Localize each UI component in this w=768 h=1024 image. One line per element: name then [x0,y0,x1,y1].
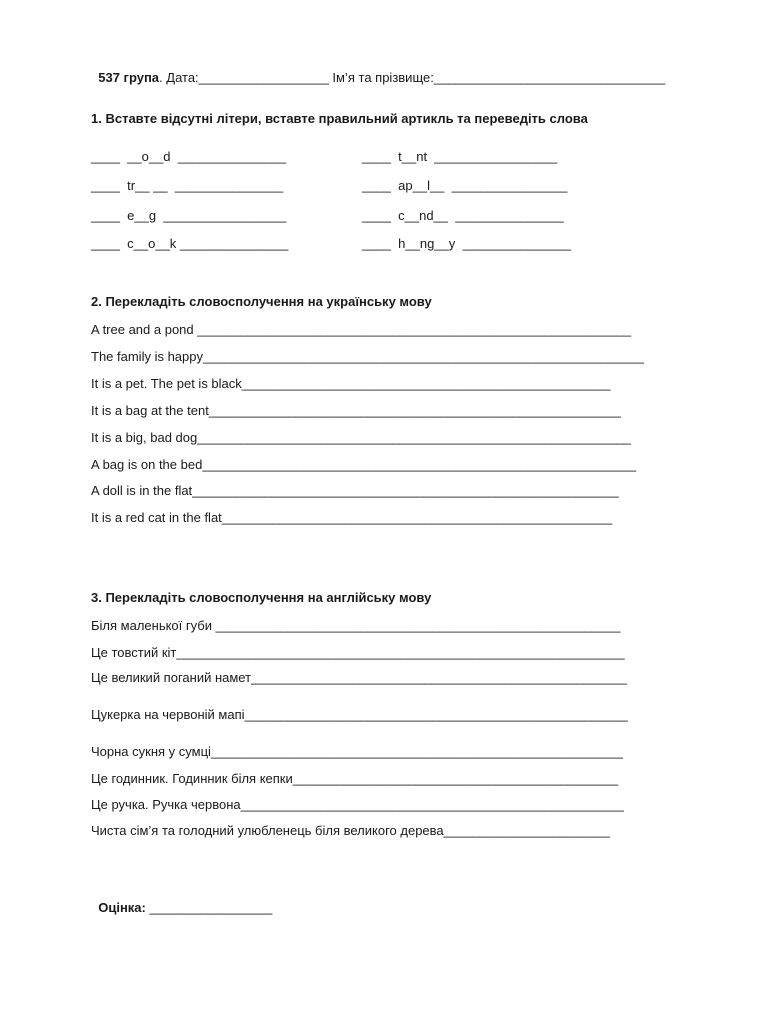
section3-item-6: Це годинник. Годинник біля кепки_____________________________________________ [91,771,619,786]
section3-item-5: Чорна сукня у сумці_________________________________________________________ [91,744,624,759]
section3-item-8: Чиста сім’я та голодний улюбленець біля великого дерева_______________________ [91,823,610,838]
section1-right-2: ____ ap__l__ ________________ [362,178,568,193]
section1-left-2: ____ tr__ __ _______________ [91,178,284,193]
group-label: 537 група [98,70,160,85]
section3-title: 3. Перекладіть словосполучення на англійську мову [91,590,432,605]
section2-item-8: It is a red cat in the flat______________________________________________________ [91,510,613,525]
section2-item-5: It is a big, bad dog____________________________________________________________ [91,430,632,445]
section3-item-7: Це ручка. Ручка червона_____________________________________________________ [91,797,624,812]
section1-title: 1. Вставте відсутні літери, вставте правильний артикль та переведіть слова [91,111,588,126]
section2-item-1: A tree and a pond ____________________________________________________________ [91,322,632,337]
section1-right-1: ____ t__nt _________________ [362,149,558,164]
section2-title: 2. Перекладіть словосполучення на українську мову [91,294,432,309]
section1-left-4: ____ c__o__k _______________ [91,236,289,251]
section1-left-3: ____ e__g _________________ [91,208,287,223]
section2-item-6: A bag is on the bed____________________________________________________________ [91,457,637,472]
section2-item-4: It is a bag at the tent_________________________________________________________ [91,403,621,418]
section3-item-3: Це великий поганий намет____________________________________________________ [91,670,628,685]
section3-item-1: Біля маленької губи ________________________________________________________ [91,618,621,633]
date-name-fields: . Дата:__________________ Ім’я та прізвище:________________________________ [159,70,666,85]
section2-item-2: The family is happy_____________________________________________________________ [91,349,645,364]
grade-label: Оцінка: [98,900,146,915]
header-line [91,54,665,86]
section3-item-2: Це товстий кіт______________________________________________________________ [91,645,625,660]
section1-right-4: ____ h__ng__y _______________ [362,236,571,251]
section1-right-3: ____ c__nd__ _______________ [362,208,564,223]
section2-item-7: A doll is in the flat___________________________________________________________ [91,483,619,498]
section1-left-1: ____ __o__d _______________ [91,149,287,164]
section3-item-4: Цукерка на червоній мапі_____________________________________________________ [91,707,628,722]
grade-line [91,884,272,916]
grade-blank: _________________ [149,900,273,915]
section2-item-3: It is a pet. The pet is black___________________________________________________ [91,376,611,391]
